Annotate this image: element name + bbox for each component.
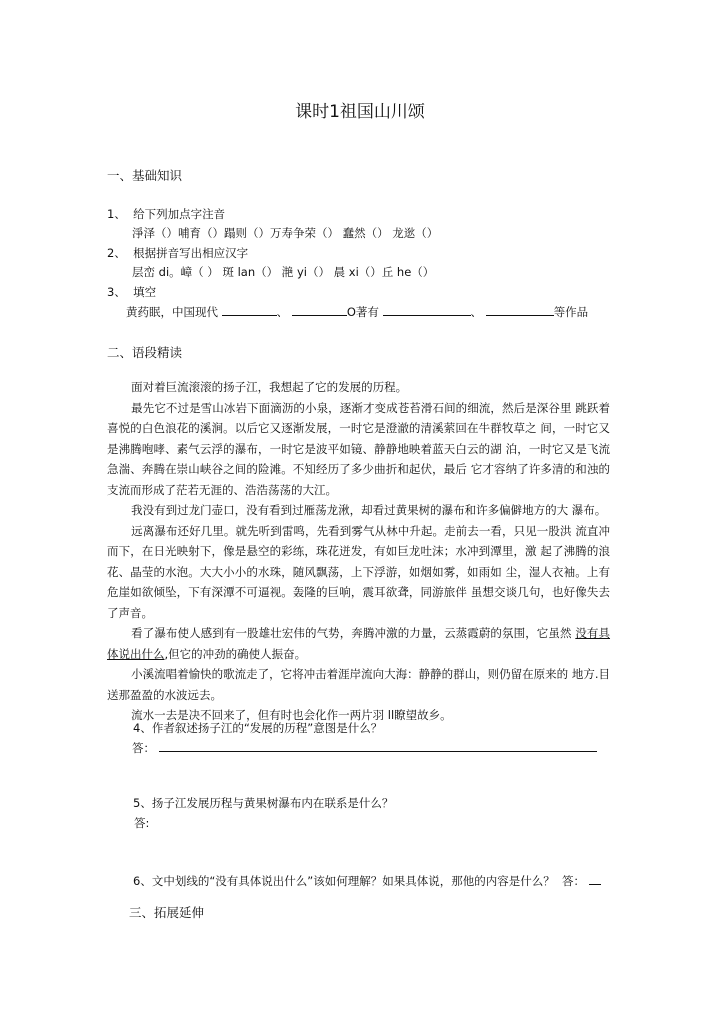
answer-label: 答： <box>132 741 155 755</box>
q3-mid: O著有 <box>346 305 379 319</box>
q1-number: 1、 <box>107 207 126 221</box>
answer-line[interactable] <box>589 873 601 885</box>
q1-label: 给下列加点字注音 <box>133 207 226 221</box>
q3-sep: 、 <box>276 305 289 319</box>
blank-1[interactable] <box>222 304 277 316</box>
answer-label: 答： <box>562 874 586 888</box>
section-1-heading: 一、基础知识 <box>107 168 183 183</box>
q3-fill <box>126 304 588 320</box>
paragraph: 最先它不过是雪山冰岩下面滴沥的小泉，逐渐才变成苍苔滑石间的细流，然后是深谷里 跳跃着喜悦的白色浪花的溪涧。以后它又逐渐发展，一时它是澄澈的清溪萦回在牛群牧草之 间，一时它又是沸腾咆哮、素气云浮的瀑布，一时它是波平如镜、静静地映着蓝天白云的湖 泊，一时它又是飞流急湍、奔腾在崇山峡谷之间的险滩。不知经历了多少曲折和起伏，最后 它才容纳了许多清的和浊的支流而形成了茫若无涯的、浩浩荡荡的大江。 <box>107 400 610 497</box>
q3-label: 填空 <box>133 285 157 299</box>
q5-label: 5、扬子江发展历程与黄果树瀑布内在联系是什么？ <box>133 796 394 810</box>
paragraph: 远离瀑布还好几里。就先听到雷鸣，先看到雾气从林中升起。走前去一看，只见一股洪 流直冲而下，在日光映射下，像是悬空的彩练，珠花迸发，有如巨龙吐沫；水冲到潭里，激 起了沸腾的浪花、晶莹的水泡。大大小小的水珠，随风飘荡，上下浮游，如烟如雾，如雨如 尘，湿人衣袖。上有危崖如欲倾坠，下有深潭不可逼视。轰隆的巨响，震耳欲聋，同游旅伴 虽想交谈几句，也好像失去了声音。 <box>107 523 610 620</box>
paragraph-text: 看了瀑布使人感到有一股雄壮宏伟的气势，奔腾冲激的力量，云蒸霞蔚的氛围，它虽然 <box>131 626 576 640</box>
q4-answer <box>132 740 597 756</box>
paragraph <box>107 623 610 664</box>
q3 <box>107 284 156 300</box>
q3-sep: 、 <box>470 305 483 319</box>
blank-3[interactable] <box>383 304 471 316</box>
paragraph-text: ,但它的冲劲的确使人振奋。 <box>164 646 307 661</box>
q2-items: 层峦 di。嶂（ ） 斑 lan（） 滟 yi（） 晨 xi（）丘 he（） <box>132 265 435 279</box>
q4-label: 4、作者叙述扬子江的“发展的历程”意图是什么？ <box>133 721 383 735</box>
q5-answer: 答: <box>134 816 150 830</box>
q1 <box>107 206 225 222</box>
paragraph: 面对着巨流滚滚的扬子江，我想起了它的发展的历程。 <box>131 380 408 394</box>
section-3-heading: 三、拓展延伸 <box>129 905 205 920</box>
paragraph: 我没有到过龙门壶口，没有看到过雁荡龙湫，却看过黄果树的瀑布和许多偏僻地方的大 瀑布。 <box>131 503 607 517</box>
paragraph: 流水一去是决不回来了，但有时也会化作一两片羽 ll瞭望故乡。 <box>131 708 452 722</box>
q6 <box>133 873 601 889</box>
page-title: 课时1祖国山川颂 <box>295 102 425 122</box>
blank-2[interactable] <box>292 304 347 316</box>
answer-line[interactable] <box>159 740 597 752</box>
q3-suffix: 等作品 <box>553 305 589 319</box>
q2-label: 根据拼音写出相应汉字 <box>133 246 249 260</box>
section-2-heading: 二、语段精读 <box>107 345 183 360</box>
reading-passage <box>107 377 610 726</box>
blank-4[interactable] <box>486 304 554 316</box>
paragraph: 小溪流唱着愉快的歌流走了，它将冲击着涯岸流向大海：静静的群山，则仍留在原来的 地方.目送那盈盈的水波远去。 <box>107 667 610 702</box>
underlined-phrase: 没有具体说出什么 <box>107 626 611 661</box>
q3-prefix: 黄药眠，中国现代 <box>126 305 218 319</box>
q1-items: 淨泽（）哺育（）蹋则（）万寿争荣（） 蠢然（） 龙逖（） <box>132 226 439 240</box>
q2 <box>107 245 248 261</box>
q3-number: 3、 <box>107 285 126 299</box>
q2-number: 2、 <box>107 246 126 260</box>
q6-label: 6、文中划线的“没有具体说出什么”该如何理解？如果具体说，那他的内容是什么？ <box>133 874 555 888</box>
